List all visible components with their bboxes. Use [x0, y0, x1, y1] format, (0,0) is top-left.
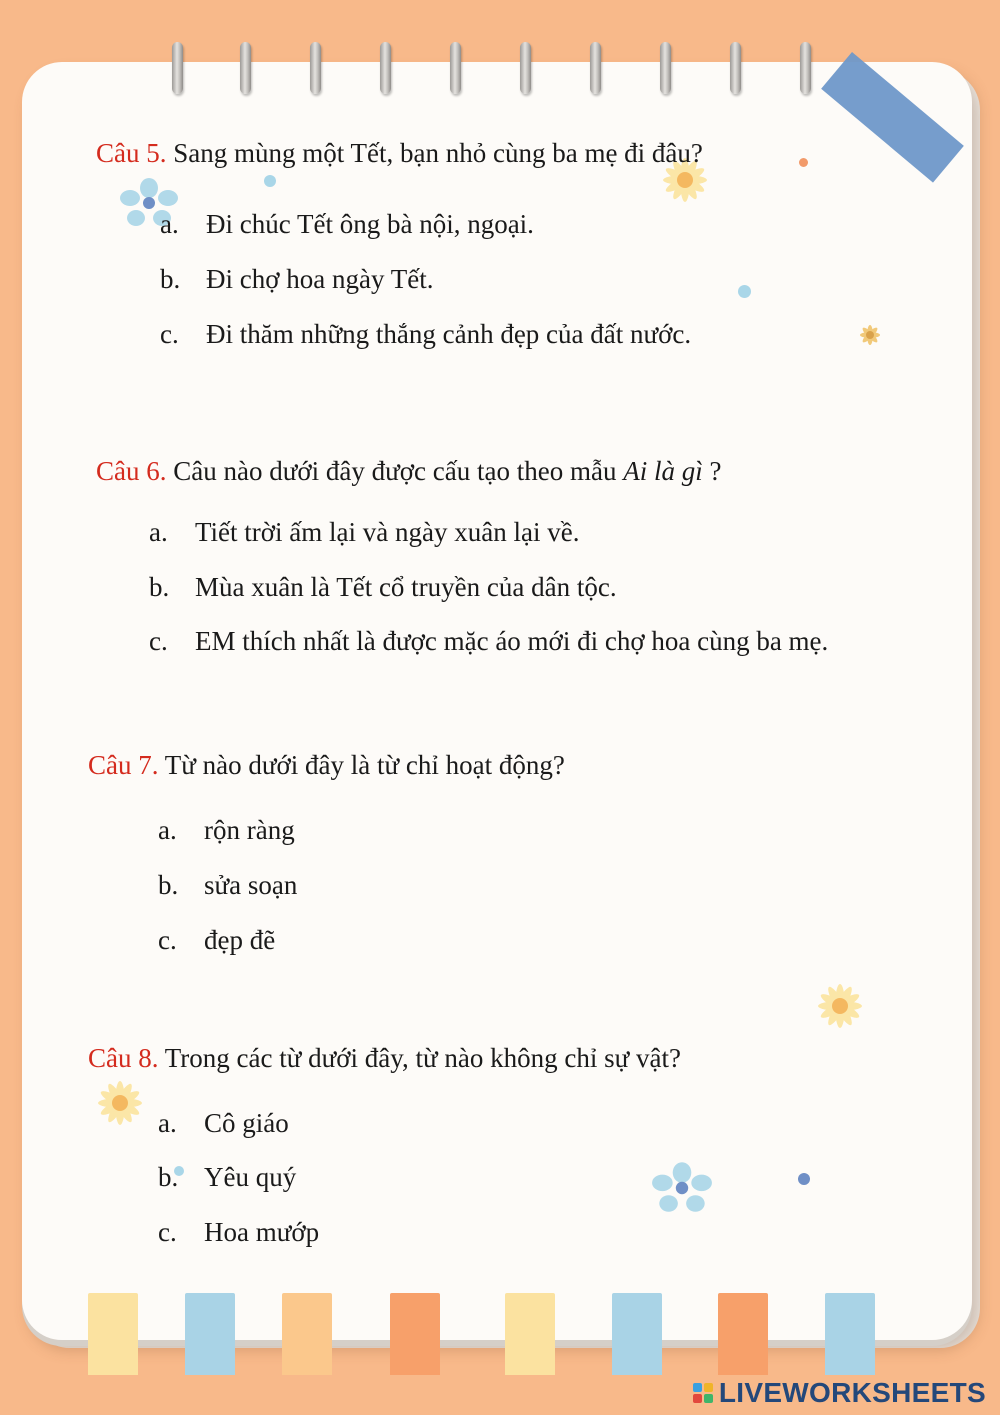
option-text: Đi chúc Tết ông bà nội, ngoại.	[206, 209, 534, 239]
answer-option-6a[interactable]	[149, 516, 579, 548]
option-letter: b.	[160, 264, 181, 294]
binder-ring	[240, 42, 251, 94]
answer-option-6c[interactable]	[149, 625, 828, 657]
option-text: Đi chợ hoa ngày Tết.	[206, 264, 434, 294]
option-letter: c.	[158, 1217, 177, 1247]
option-letter: c.	[149, 626, 168, 656]
question-6	[96, 455, 721, 487]
blue-flower-icon	[650, 1162, 714, 1214]
question-italic-pattern: Ai là gì	[623, 456, 703, 486]
decor-dot	[798, 1173, 810, 1185]
question-suffix: ?	[702, 456, 722, 486]
answer-option-7c[interactable]	[158, 924, 275, 956]
small-yellow-flower-icon	[856, 322, 884, 348]
index-tab	[505, 1293, 555, 1375]
option-text: đẹp đẽ	[204, 925, 276, 955]
binder-ring	[660, 42, 671, 94]
binder-ring	[172, 42, 183, 94]
option-letter: a.	[160, 209, 179, 239]
yellow-flower-icon	[88, 1075, 152, 1131]
binder-ring	[800, 42, 811, 94]
index-tab	[185, 1293, 235, 1375]
answer-option-6b[interactable]	[149, 571, 617, 603]
option-letter: b.	[158, 1162, 179, 1192]
answer-option-7b[interactable]	[158, 869, 297, 901]
option-letter: c.	[160, 319, 179, 349]
option-text: sửa soạn	[204, 870, 298, 900]
index-tab	[390, 1293, 440, 1375]
question-number: Câu 8.	[88, 1043, 159, 1073]
option-text: Hoa mướp	[204, 1217, 320, 1247]
binder-ring	[520, 42, 531, 94]
index-tab	[718, 1293, 768, 1375]
option-text: Đi thăm những thắng cảnh đẹp của đất nước.	[206, 319, 692, 349]
option-letter: b.	[158, 870, 179, 900]
option-text: Tiết trời ấm lại và ngày xuân lại về.	[195, 517, 580, 547]
option-text: Cô giáo	[204, 1108, 289, 1138]
liveworksheets-brand	[693, 1375, 986, 1411]
question-text: Trong các từ dưới đây, từ nào không chỉ sự vật?	[158, 1043, 681, 1073]
binder-ring	[310, 42, 321, 94]
answer-option-8c[interactable]	[158, 1216, 319, 1248]
answer-option-8b[interactable]	[158, 1161, 296, 1193]
answer-option-5a[interactable]	[160, 208, 534, 240]
liveworksheets-logo-icon	[693, 1383, 713, 1403]
option-text: Yêu quý	[204, 1162, 297, 1192]
question-text: Sang mùng một Tết, bạn nhỏ cùng ba mẹ đi đâu?	[166, 138, 703, 168]
index-tab	[612, 1293, 662, 1375]
option-text: Mùa xuân là Tết cổ truyền của dân tộc.	[195, 572, 617, 602]
option-letter: a.	[158, 1108, 177, 1138]
binder-ring	[450, 42, 461, 94]
option-letter: a.	[158, 815, 177, 845]
binder-ring	[590, 42, 601, 94]
decor-dot	[264, 175, 276, 187]
question-number: Câu 7.	[88, 750, 159, 780]
decor-dot	[799, 158, 808, 167]
binder-ring	[730, 42, 741, 94]
decor-dot	[738, 285, 751, 298]
index-tab	[282, 1293, 332, 1375]
question-number: Câu 5.	[96, 138, 167, 168]
question-text: Câu nào dưới đây được cấu tạo theo mẫu	[166, 456, 624, 486]
option-letter: a.	[149, 517, 168, 547]
answer-option-5b[interactable]	[160, 263, 433, 295]
binder-ring	[380, 42, 391, 94]
question-text: Từ nào dưới đây là từ chỉ hoạt động?	[158, 750, 565, 780]
question-7	[88, 749, 565, 781]
brand-text: LIVEWORKSHEETS	[718, 1377, 986, 1408]
option-letter: b.	[149, 572, 170, 602]
notebook-page	[22, 62, 972, 1340]
index-tab	[88, 1293, 138, 1375]
yellow-flower-icon	[806, 978, 874, 1034]
answer-option-8a[interactable]	[158, 1107, 289, 1139]
option-text: EM thích nhất là được mặc áo mới đi chợ hoa cùng ba mẹ.	[195, 626, 829, 656]
option-text: rộn ràng	[204, 815, 295, 845]
answer-option-5c[interactable]	[160, 318, 691, 350]
question-5	[96, 137, 703, 169]
question-8	[88, 1042, 681, 1074]
answer-option-7a[interactable]	[158, 814, 295, 846]
option-letter: c.	[158, 925, 177, 955]
question-number: Câu 6.	[96, 456, 167, 486]
index-tab	[825, 1293, 875, 1375]
